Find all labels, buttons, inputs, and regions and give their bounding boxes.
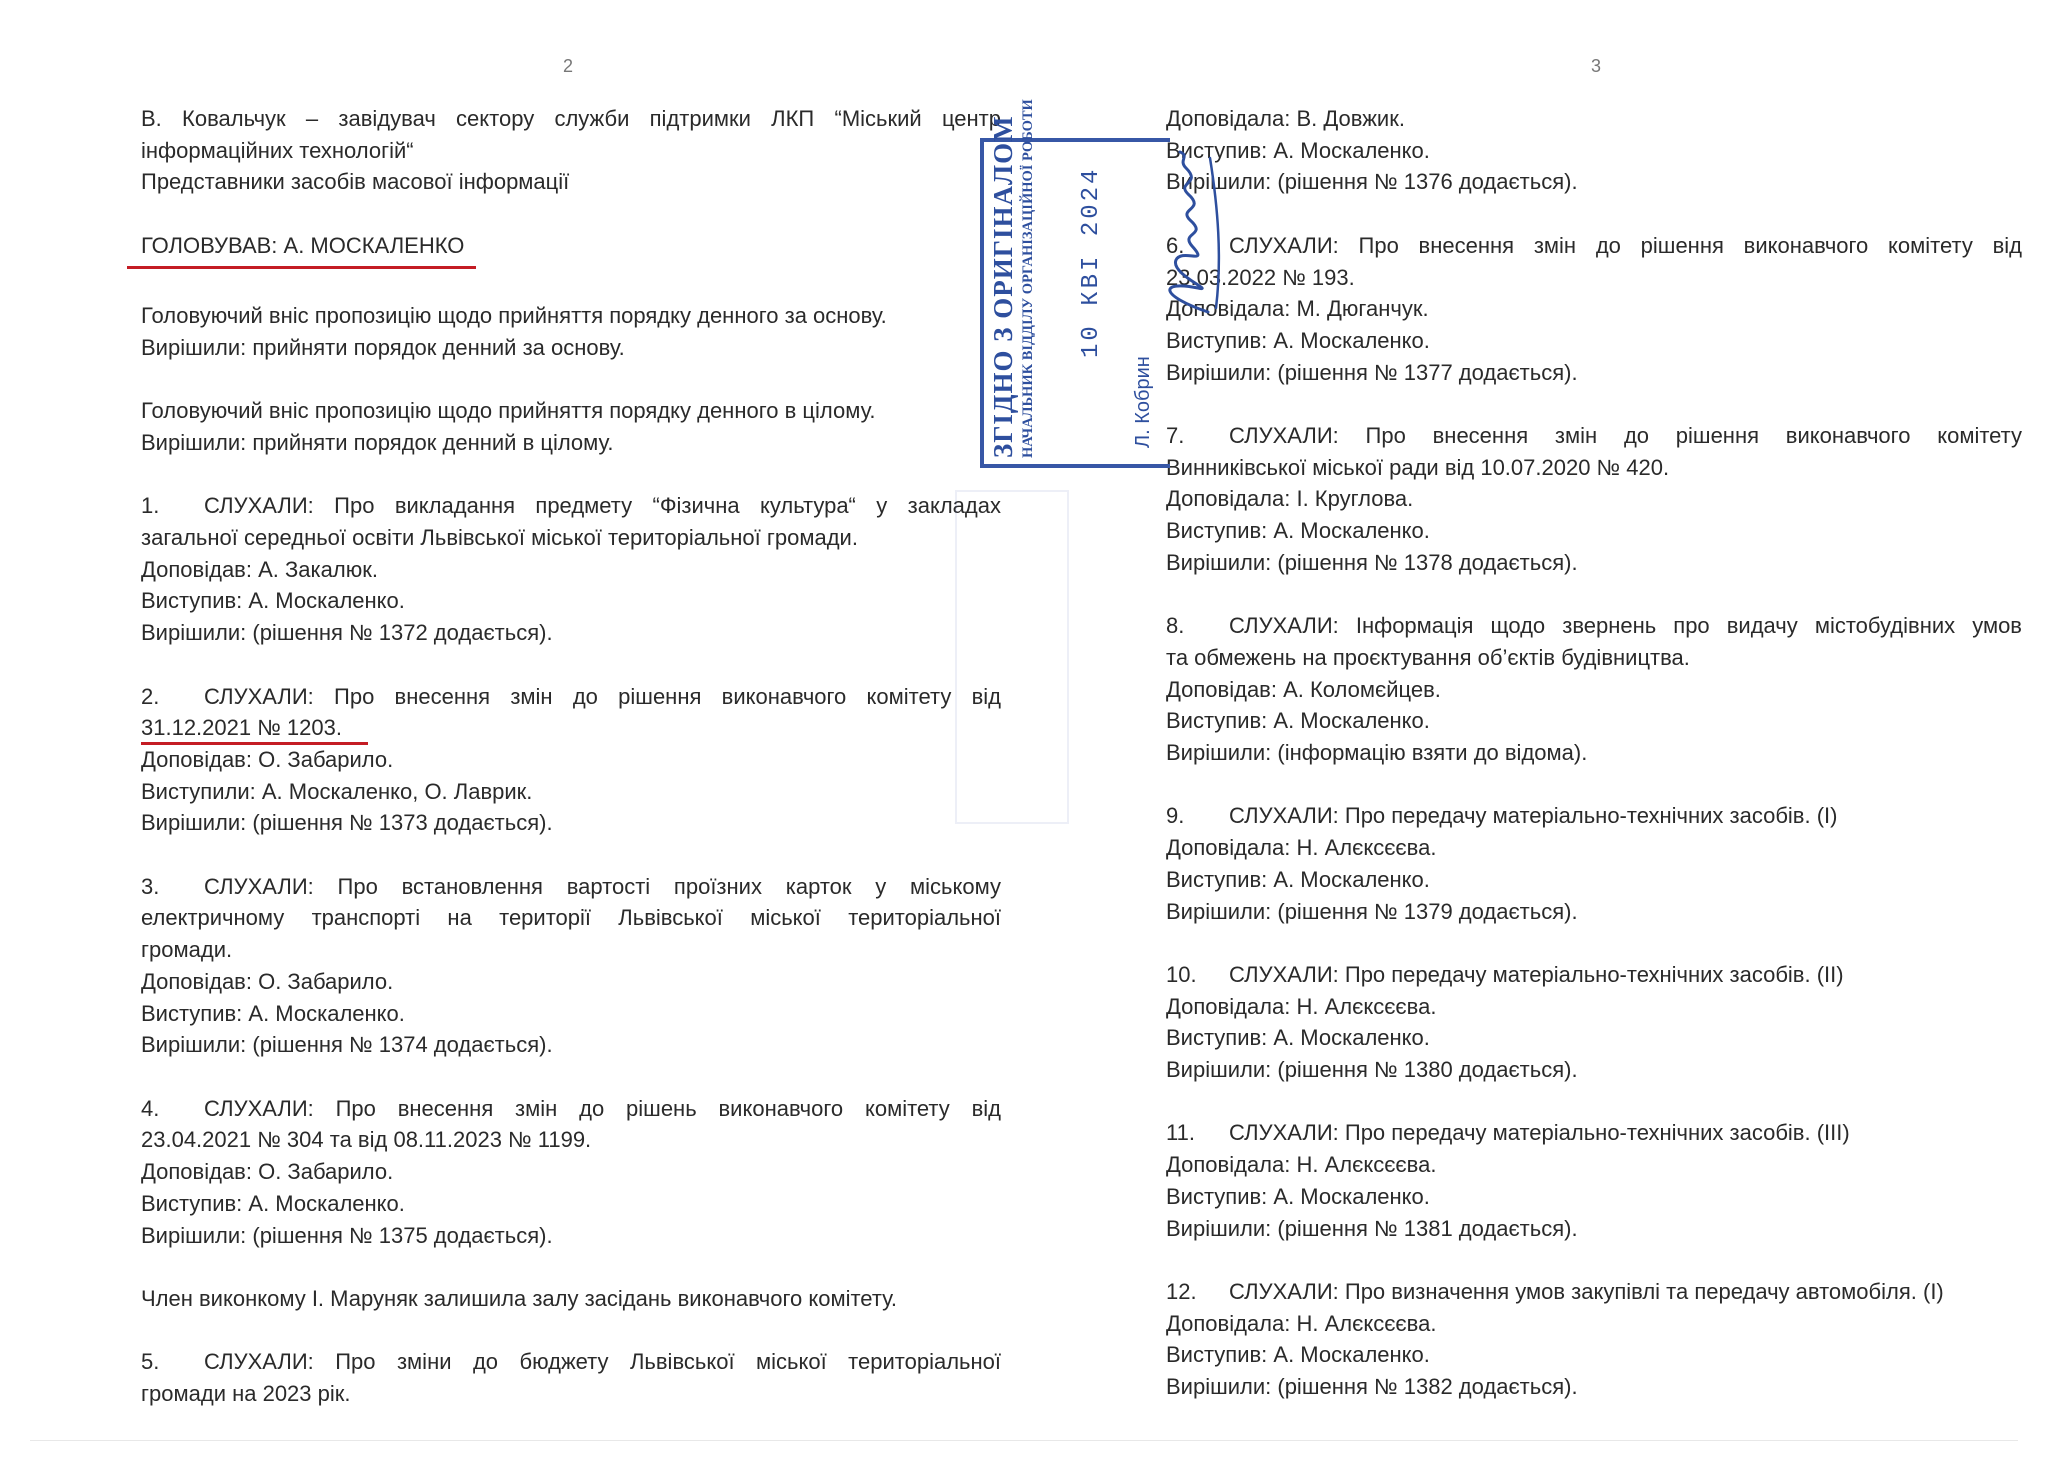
- stamp-signer-name: Л. Кобрин: [1132, 356, 1154, 448]
- item-line: 23.04.2021 № 304 та від 08.11.2023 № 1199.: [141, 1127, 592, 1153]
- item-line: Вирішили: (рішення № 1376 додається).: [1166, 169, 1578, 195]
- item-heading: 11. СЛУХАЛИ: Про передачу матеріально-технічних засобів. (III): [1166, 1120, 1850, 1146]
- item-line: Вирішили: (рішення № 1377 додається).: [1166, 359, 1578, 385]
- intro-line: В. Ковальчук – завідувач сектору служби підтримки ЛКП “Міський центр: [141, 106, 1001, 131]
- item-heading: 2. СЛУХАЛИ: Про внесення змін до рішення виконавчого комітету від: [141, 683, 1001, 709]
- item-line: Виступив: А. Москаленко.: [1166, 708, 1430, 734]
- item-line: 23.03.2022 № 193.: [1166, 264, 1355, 290]
- page-number-left: 2: [563, 56, 574, 76]
- intro-line: інформаційних технологій“: [141, 137, 414, 163]
- item-line: загальної середньої освіти Львівської міської територіальної громади.: [141, 525, 858, 551]
- item-line: Виступив: А. Москаленко.: [1166, 1183, 1430, 1209]
- item-line: Виступив: А. Москаленко.: [1166, 1025, 1430, 1051]
- stamp-date: 10 КВІ 2024: [1078, 166, 1105, 358]
- stamp-title: ЗГІДНО З ОРИГІНАЛОМ: [988, 115, 1018, 458]
- item-line: Вирішили: (рішення № 1382 додається).: [1166, 1374, 1578, 1400]
- item-line: Виступив: А. Москаленко.: [1166, 518, 1430, 544]
- item-line: Вирішили: (рішення № 1381 додається).: [1166, 1215, 1578, 1241]
- item-heading: 4. СЛУХАЛИ: Про внесення змін до рішень виконавчого комітету від: [141, 1095, 1001, 1121]
- item-line: Доповідала: Н. Алєксєєва.: [1166, 993, 1437, 1019]
- item-line: Доповідала: М. Дюганчук.: [1166, 296, 1429, 322]
- item-line: Вирішили: (рішення № 1374 додається).: [141, 1032, 553, 1058]
- member-note: Член виконкому І. Маруняк залишила залу засідань виконавчого комітету.: [141, 1285, 898, 1311]
- item-line: Доповідала: В. Довжик.: [1166, 106, 1405, 131]
- item-heading: 3. СЛУХАЛИ: Про встановлення вартості проїзних карток у міському: [141, 873, 1001, 899]
- item-line: Вирішили: (рішення № 1375 додається).: [141, 1222, 553, 1248]
- stamp-subtitle: НАЧАЛЬНИК ВІДДІЛУ ОРГАНІЗАЦІЙНОЇ РОБОТИ: [1020, 99, 1036, 458]
- item-line: Виступив: А. Москаленко.: [1166, 1342, 1430, 1368]
- item-line: Вирішили: (рішення № 1372 додається).: [141, 620, 553, 646]
- handwritten-signature: [1150, 148, 1228, 318]
- item-heading: 5. СЛУХАЛИ: Про зміни до бюджету Львівської міської територіальної: [141, 1349, 1001, 1375]
- item-line: Виступив: А. Москаленко.: [1166, 327, 1430, 353]
- item-line: Вирішили: (рішення № 1379 додається).: [1166, 898, 1578, 924]
- item-heading: 1. СЛУХАЛИ: Про викладання предмету “Фізична культура“ у закладах: [141, 493, 1001, 519]
- agenda-line: Головуючий вніс пропозицію щодо прийняття порядку денного в цілому.: [141, 398, 876, 424]
- item-line: громади на 2023 рік.: [141, 1380, 351, 1406]
- item-line: Доповідав: О. Забарило.: [141, 968, 394, 994]
- page-edge: [30, 1440, 2018, 1441]
- item-line: Доповідала: Н. Алєксєєва.: [1166, 1310, 1437, 1336]
- item-line: та обмежень на проєктування об’єктів будівництва.: [1166, 644, 1690, 670]
- item-heading: 7. СЛУХАЛИ: Про внесення змін до рішення виконавчого комітету: [1166, 423, 2022, 448]
- item-line: Виступив: А. Москаленко.: [1166, 866, 1430, 892]
- item-line: Вирішили: (рішення № 1380 додається).: [1166, 1057, 1578, 1083]
- certification-stamp: [980, 99, 1170, 468]
- item-heading: 10. СЛУХАЛИ: Про передачу матеріально-технічних засобів. (II): [1166, 961, 1844, 987]
- chair-heading: ГОЛОВУВАВ: А. МОСКАЛЕНКО: [127, 230, 476, 269]
- item-line: Виступив: А. Москаленко.: [141, 1000, 405, 1026]
- item-line: електричному транспорті на території Львівської міської територіальної: [141, 905, 1001, 931]
- right-column: [1166, 103, 2022, 1403]
- item-line: Доповідала: Н. Алєксєєва.: [1166, 835, 1437, 861]
- item-line: Винниківської міської ради від 10.07.2020 № 420.: [1166, 454, 1670, 480]
- underlined-date: 31.12.2021 № 1203.: [141, 715, 368, 745]
- agenda-line: Головуючий вніс пропозицію щодо прийняття порядку денного за основу.: [141, 303, 887, 329]
- item-line: Виступив: А. Москаленко.: [141, 588, 405, 614]
- item-heading: 12. СЛУХАЛИ: Про визначення умов закупівлі та передачу автомобіля. (I): [1166, 1278, 1944, 1304]
- item-line: Доповідав: А. Закалюк.: [141, 556, 378, 582]
- item-line: Вирішили: (інформацію взяти до відома).: [1166, 740, 1588, 766]
- page-number-right: 3: [1591, 56, 1602, 76]
- left-column: [141, 103, 1001, 1410]
- intro-line: Представники засобів масової інформації: [141, 169, 570, 195]
- item-line: Доповідав: А. Коломєйцев.: [1166, 676, 1441, 702]
- item-line: Доповідав: О. Забарило.: [141, 746, 394, 772]
- item-line: Доповідав: О. Забарило.: [141, 1159, 394, 1185]
- item-heading: 6. СЛУХАЛИ: Про внесення змін до рішення виконавчого комітету від: [1166, 232, 2022, 258]
- item-line: Вирішили: (рішення № 1378 додається).: [1166, 549, 1578, 575]
- item-line: Виступив: А. Москаленко.: [141, 1190, 405, 1216]
- agenda-line: Вирішили: прийняти порядок денний за основу.: [141, 334, 625, 360]
- item-line: Доповідала: І. Круглова.: [1166, 486, 1414, 512]
- item-heading: 9. СЛУХАЛИ: Про передачу матеріально-технічних засобів. (I): [1166, 803, 1838, 829]
- item-heading: 8. СЛУХАЛИ: Інформація щодо звернень про видачу містобудівних умов: [1166, 613, 2022, 639]
- item-line: Вирішили: (рішення № 1373 додається).: [141, 810, 553, 836]
- faded-stamp-imprint: [955, 490, 1069, 824]
- item-line: Виступив: А. Москаленко.: [1166, 137, 1430, 163]
- item-line: громади.: [141, 937, 233, 963]
- agenda-line: Вирішили: прийняти порядок денний в цілому.: [141, 429, 614, 455]
- item-line: Доповідала: Н. Алєксєєва.: [1166, 1152, 1437, 1178]
- item-line: Виступили: А. Москаленко, О. Лаврик.: [141, 778, 533, 804]
